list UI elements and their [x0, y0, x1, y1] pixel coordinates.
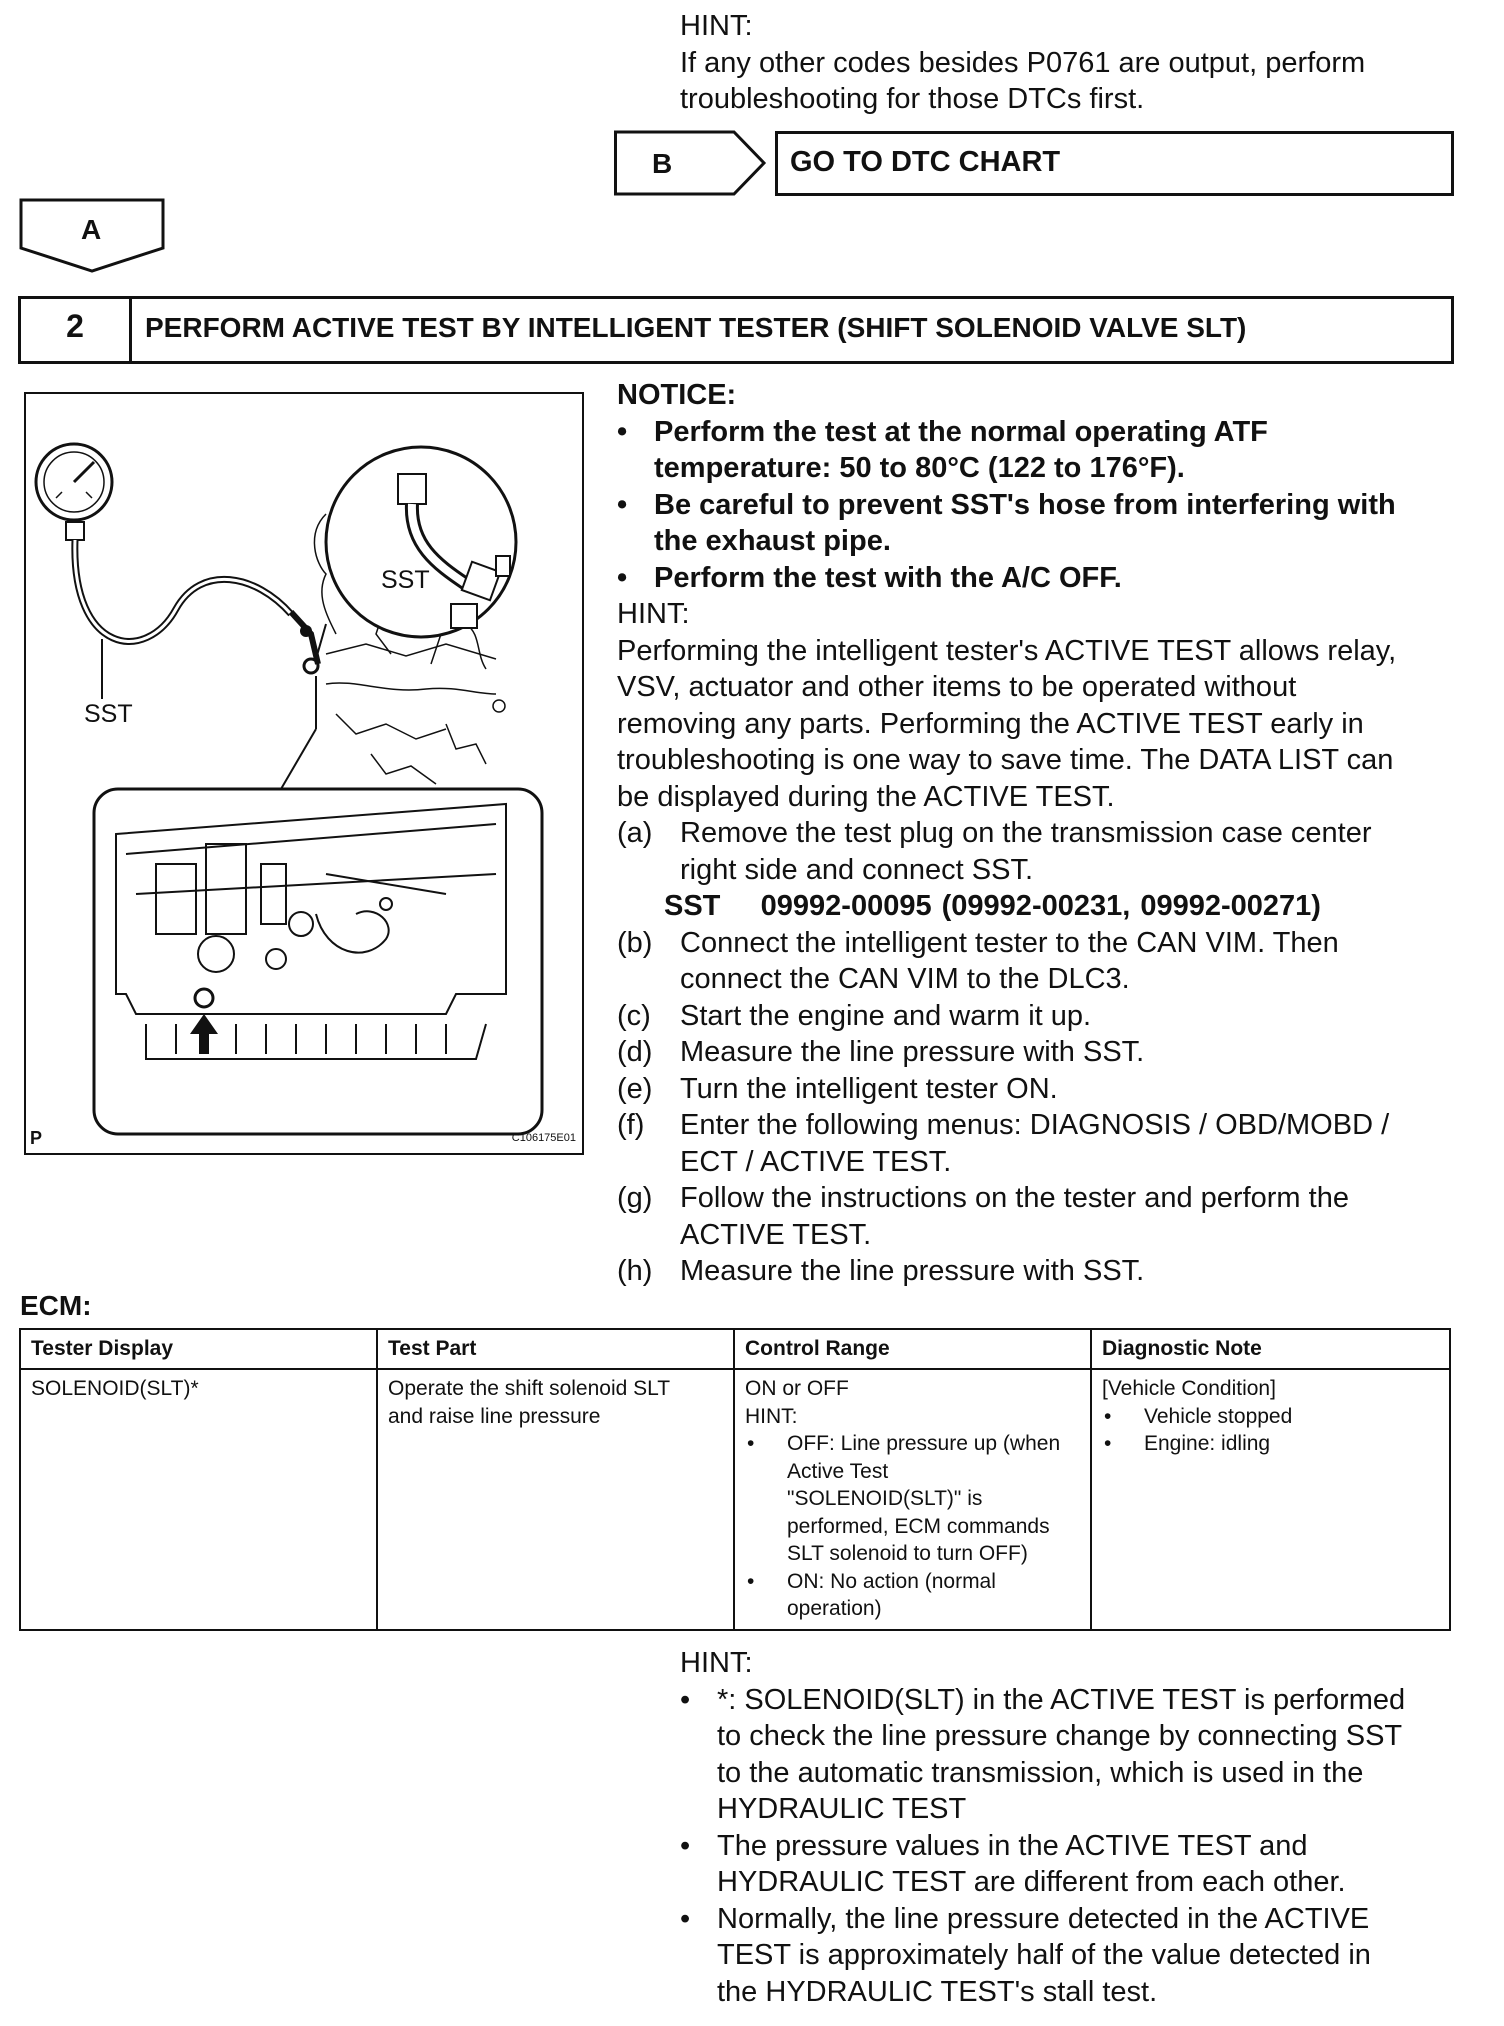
column-header: Diagnostic Note [1091, 1329, 1450, 1369]
procedure-step: (e) Turn the intelligent tester ON. [617, 1072, 1058, 1105]
hint-text: If any other codes besides P0761 are output, perform [680, 46, 1366, 79]
bottom-hint [680, 1645, 1470, 2010]
procedure-column [617, 377, 1457, 1290]
sst-connection-figure [24, 392, 584, 1155]
branch-b-marker [614, 130, 774, 196]
notice-item: • Perform the test with the A/C OFF. [617, 561, 1122, 594]
sst-label-gauge: SST [381, 566, 430, 594]
procedure-step: (g) Follow the instructions on the tester and perform the ACTIVE TEST. [617, 1182, 1349, 1251]
sst-label-hose: SST [84, 700, 133, 728]
table-row [20, 1369, 1450, 1630]
list-item: • Normally, the line pressure detected in the ACTIVE TEST is approximately half of the value detected in the HYDRAULIC TEST's stall test. [680, 1902, 1371, 2008]
list-item: • Engine: idling [1104, 1432, 1271, 1455]
notice-item: • Perform the test at the normal operating ATF temperature: 50 to 80°C (122 to 176°F). [617, 415, 1268, 484]
top-hint [680, 8, 1460, 118]
branch-a-letter: A [81, 214, 102, 245]
diagnostic-note-cell: [Vehicle Condition] • Vehicle stopped • Engine: idling [1091, 1369, 1450, 1630]
figure-corner-letter: P [30, 1128, 43, 1148]
procedure-step: (h) Measure the line pressure with SST. [617, 1255, 1145, 1287]
branch-b-letter: B [652, 148, 673, 179]
procedure-step: (f) Enter the following menus: DIAGNOSIS / OBD/MOBD / ECT / ACTIVE TEST. [617, 1109, 1390, 1178]
procedure-step: (a) Remove the test plug on the transmission case center right side and connect SST. [617, 817, 1372, 886]
ecm-active-test-table [19, 1328, 1451, 1631]
list-item: • Vehicle stopped [1104, 1404, 1293, 1428]
branch-b-action: GO TO DTC CHART [790, 146, 1061, 178]
notice-item: • Be careful to prevent SST's hose from interfering with the exhaust pipe. [617, 488, 1396, 557]
transmission-illustration [26, 394, 582, 1153]
sst-part-number: SST 09992-00095 (09992-00231, 09992-00271) [664, 890, 1321, 922]
figure-code: C106175E01 [511, 1132, 576, 1144]
step-title: PERFORM ACTIVE TEST BY INTELLIGENT TESTER (SHIFT SOLENOID VALVE SLT) [145, 312, 1247, 343]
hint-text: troubleshooting for those DTCs first. [680, 83, 1145, 115]
tester-display-cell: SOLENOID(SLT)* [20, 1369, 377, 1630]
column-header: Tester Display [20, 1329, 377, 1369]
hint-paragraph: Performing the intelligent tester's ACTIVE TEST allows relay, VSV, actuator and other items to be operated without removing any parts. Performing the ACTIVE TEST early in troubleshooting is one way to save time. The DATA LIST can be displayed during the ACTIVE TEST. [617, 634, 1397, 813]
go-to-dtc-chart-box[interactable] [775, 131, 1454, 196]
branch-a-marker [19, 198, 169, 274]
list-item: • The pressure values in the ACTIVE TEST and HYDRAULIC TEST are different from each other. [680, 1829, 1346, 1898]
hint-label: HINT: [680, 1647, 753, 1679]
column-header: Test Part [377, 1329, 734, 1369]
hint-label: HINT: [617, 598, 690, 630]
ecm-label: ECM: [20, 1290, 92, 1321]
pressure-gauge-icon [36, 444, 112, 540]
column-header: Control Range [734, 1329, 1091, 1369]
list-item: • OFF: Line pressure up (when Active Test "SOLENOID(SLT)" is performed, ECM commands SLT solenoid to turn OFF) [747, 1432, 1061, 1565]
step-number: 2 [66, 308, 84, 344]
table-header-row [20, 1329, 1450, 1369]
hint-label: HINT: [680, 10, 753, 42]
control-range-cell: ON or OFF HINT: • OFF: Line pressure up (when Active Test "SOLENOID(SLT)" is performed, ECM commands SLT solenoid to turn OFF) • ON: No action (normal operation) [734, 1369, 1091, 1630]
test-part-cell: Operate the shift solenoid SLT and raise line pressure [377, 1369, 734, 1630]
test-plug-icon [195, 989, 213, 1007]
step-divider [129, 299, 132, 361]
procedure-step: (b) Connect the intelligent tester to the CAN VIM. Then connect the CAN VIM to the DLC3. [617, 926, 1339, 995]
notice-label: NOTICE: [617, 379, 737, 411]
list-item: • *: SOLENOID(SLT) in the ACTIVE TEST is performed to check the line pressure change by connecting SST to the automatic transmission, which is used in the HYDRAULIC TEST [680, 1683, 1406, 1825]
procedure-step: (d) Measure the line pressure with SST. [617, 1036, 1145, 1068]
list-item: • ON: No action (normal operation) [747, 1569, 996, 1620]
procedure-step: (c) Start the engine and warm it up. [617, 999, 1092, 1032]
step-header [18, 296, 1454, 364]
